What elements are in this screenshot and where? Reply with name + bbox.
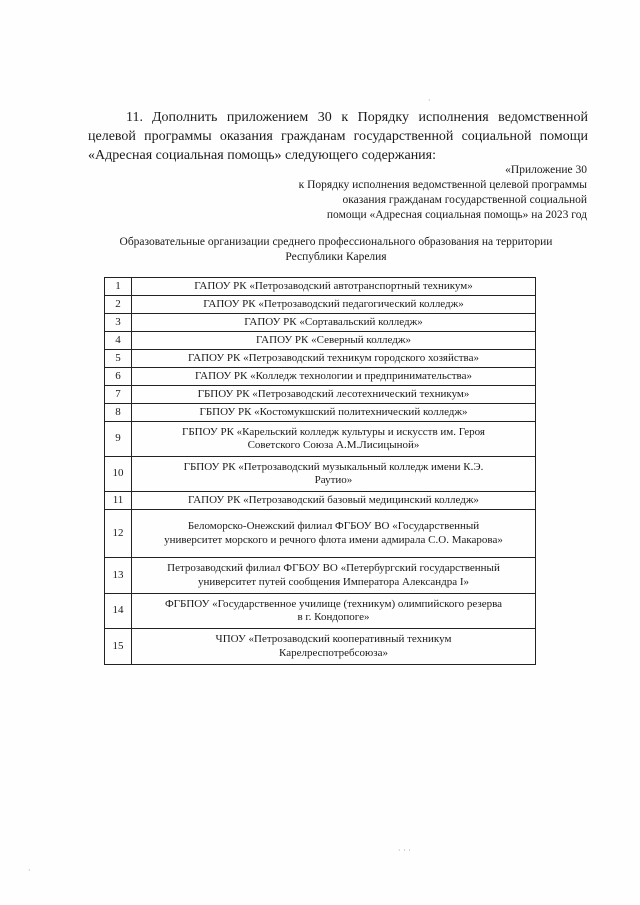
scan-speck: · <box>28 866 31 875</box>
list-title-line-1: Образовательные организации среднего профессионального образования на территории <box>119 236 553 248</box>
table-row <box>105 278 536 296</box>
appendix-header <box>187 163 587 223</box>
list-title <box>96 235 576 265</box>
row-number: 13 <box>105 558 132 594</box>
organization-name: ГАПОУ РК «Петрозаводский базовый медицинский колледж» <box>132 492 536 510</box>
organization-name-line-1: ГБПОУ РК «Петрозаводский музыкальный колледж имени К.Э. <box>183 460 484 473</box>
organization-name-line-1: Беломорско-Онежский филиал ФГБОУ ВО «Государственный <box>187 520 480 532</box>
organization-name <box>132 457 536 492</box>
table-row <box>105 296 536 314</box>
organization-name: ГАПОУ РК «Сортавальский колледж» <box>132 314 536 332</box>
organization-name <box>132 594 536 629</box>
table-row <box>105 368 536 386</box>
appendix-header-line-4: помощи «Адресная социальная помощь» на 2023 год <box>326 209 587 221</box>
table-row <box>105 594 536 629</box>
appendix-header-line-2: к Порядку исполнения ведомственной целевой программы <box>298 179 587 191</box>
organization-name: ГАПОУ РК «Петрозаводский педагогический колледж» <box>132 296 536 314</box>
table-row <box>105 386 536 404</box>
table-row <box>105 558 536 594</box>
clause-first-line <box>88 108 588 127</box>
amendment-clause <box>88 108 588 165</box>
organization-name-line-2: Советского Союза А.М.Лисицыной» <box>247 439 420 451</box>
row-number: 15 <box>105 629 132 665</box>
row-number: 7 <box>105 386 132 404</box>
row-number: 10 <box>105 457 132 492</box>
row-number: 4 <box>105 332 132 350</box>
organization-name <box>132 510 536 558</box>
organization-name-line-2: Карелреспотребсоюза» <box>279 646 388 659</box>
row-number: 5 <box>105 350 132 368</box>
table-row <box>105 629 536 665</box>
organization-name-line-1: ФГБПОУ «Государственное училище (техникум) олимпийского резерва <box>164 597 503 610</box>
row-number: 2 <box>105 296 132 314</box>
clause-line-2: целевой программы оказания гражданам государственной социальной помощи <box>88 129 588 144</box>
table-row <box>105 314 536 332</box>
row-number: 3 <box>105 314 132 332</box>
organization-name-line-2: университет путей сообщения Императора Александра I» <box>197 575 470 588</box>
table-row <box>105 510 536 558</box>
row-number: 11 <box>105 492 132 510</box>
organizations-table <box>104 277 536 665</box>
organization-name <box>132 629 536 665</box>
organization-name-line-1: ГБПОУ РК «Карельский колледж культуры и искусств им. Героя <box>181 425 485 438</box>
row-number: 8 <box>105 404 132 422</box>
row-number: 6 <box>105 368 132 386</box>
clause-number: 11. <box>126 110 143 125</box>
table-row <box>105 492 536 510</box>
table-row <box>105 457 536 492</box>
organization-name: ГБПОУ РК «Костомукшский политехнический колледж» <box>132 404 536 422</box>
organization-name-line-2: Раутио» <box>314 474 353 486</box>
table-row <box>105 332 536 350</box>
organization-name: ГАПОУ РК «Петрозаводский техникум городского хозяйства» <box>132 350 536 368</box>
organization-name-line-1: ЧПОУ «Петрозаводский кооперативный техникум <box>215 633 452 645</box>
organization-name: ГБПОУ РК «Петрозаводский лесотехнический техникум» <box>132 386 536 404</box>
organization-name-line-2: университет морского и речного флота имени адмирала С.О. Макарова» <box>164 533 503 546</box>
organization-name: ГАПОУ РК «Колледж технологии и предпринимательства» <box>132 368 536 386</box>
row-number: 1 <box>105 278 132 296</box>
scan-speck: · <box>428 96 431 105</box>
table-row <box>105 350 536 368</box>
organization-name-line-2: в г. Кондопоге» <box>297 611 370 623</box>
organization-name: ГАПОУ РК «Северный колледж» <box>132 332 536 350</box>
row-number: 14 <box>105 594 132 629</box>
table-row <box>105 404 536 422</box>
appendix-header-line-1: «Приложение 30 <box>505 164 587 176</box>
organization-name-line-1: Петрозаводский филиал ФГБОУ ВО «Петербургский государственный <box>167 562 500 574</box>
list-title-line-2: Республики Карелия <box>285 251 387 263</box>
scan-speck: · · · <box>398 846 411 855</box>
row-number: 9 <box>105 422 132 457</box>
table-row <box>105 422 536 457</box>
appendix-header-line-3: оказания гражданам государственной социальной <box>342 194 587 206</box>
clause-line-3: «Адресная социальная помощь» следующего содержания: <box>88 148 437 163</box>
row-number: 12 <box>105 510 132 558</box>
organization-name <box>132 422 536 457</box>
organization-name <box>132 558 536 594</box>
organization-name: ГАПОУ РК «Петрозаводский автотранспортный техникум» <box>132 278 536 296</box>
clause-first-text: Дополнить приложением 30 к Порядку исполнения ведомственной <box>152 110 588 125</box>
